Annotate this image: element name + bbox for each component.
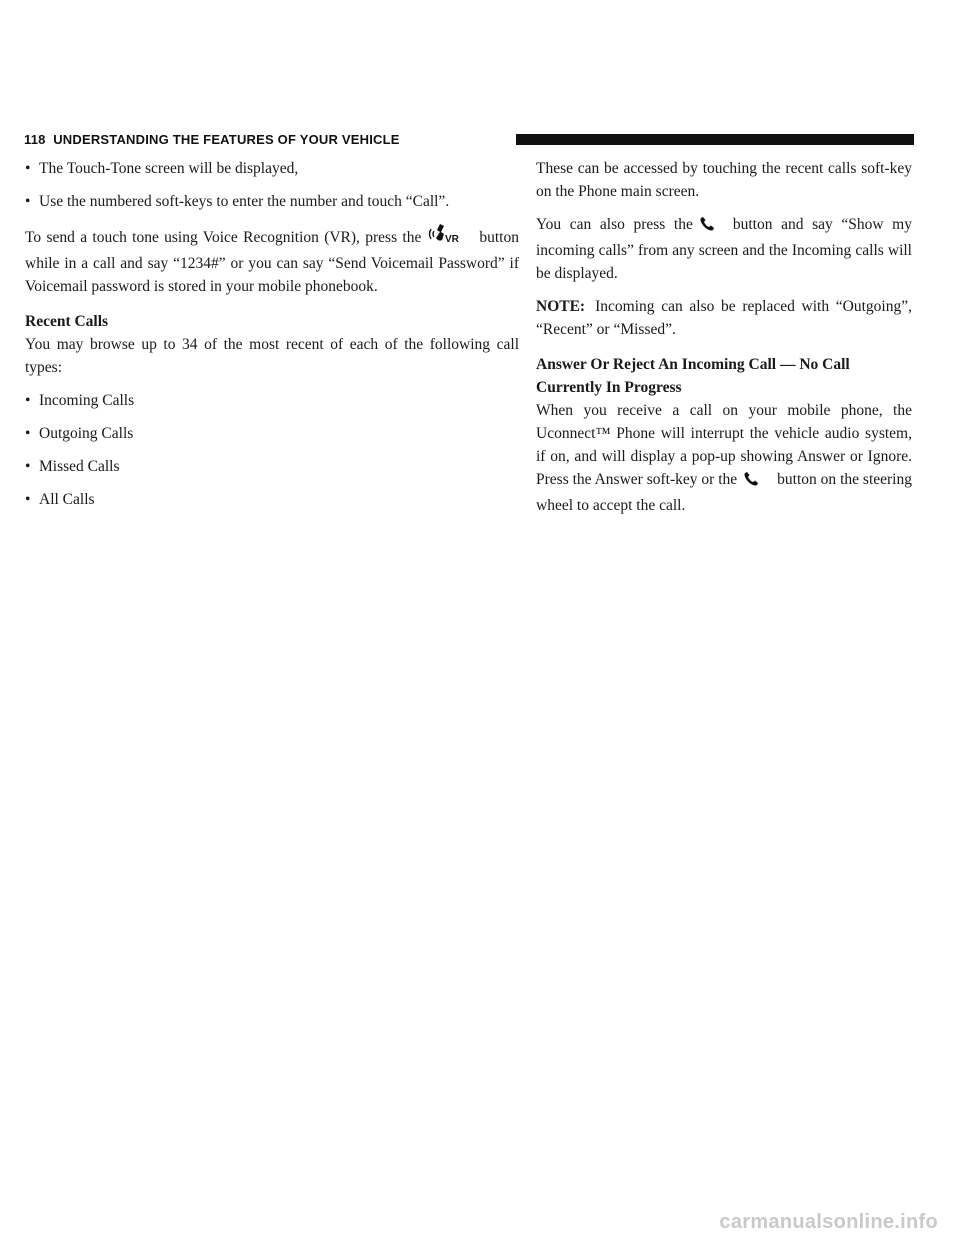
answer-heading: Answer Or Reject An Incoming Call — No Call Currently In Progress [536, 356, 850, 396]
page-number: 118 [24, 132, 46, 147]
vr-paragraph: To send a touch tone using Voice Recognition (VR), press the VR button while in a call and say “1234#” or you can say “Send Voicemail Password” if Voicemail password is stored in your mobile phonebook. [25, 223, 519, 298]
list-item: • Incoming Calls [25, 392, 135, 409]
list-item: • Outgoing Calls [25, 425, 134, 442]
press-paragraph: You can also press the button and say “Show my incoming calls” from any screen and the Incoming calls will be displayed. [536, 216, 912, 282]
left-column [25, 157, 519, 521]
recent-calls-heading: Recent Calls [25, 313, 109, 330]
recent-intro: You may browse up to 34 of the most recent of each of the following call types: [25, 336, 519, 376]
list-item: • All Calls [25, 491, 95, 508]
section-title: UNDERSTANDING THE FEATURES OF YOUR VEHICLE [53, 132, 400, 147]
answer-paragraph: When you receive a call on your mobile phone, the Uconnect™ Phone will interrupt the vehicle audio system, if on, and will display a pop-up showing Answer or Ignore. Press the Answer soft-key or the button on the steering wheel to accept the call. [536, 402, 912, 514]
watermark: carmanualsonline.info [719, 1211, 938, 1233]
phone-handset-icon [699, 216, 715, 239]
list-item: • The Touch-Tone screen will be displayed, [25, 160, 299, 177]
svg-text:VR: VR [445, 234, 460, 245]
phone-handset-icon [743, 471, 759, 494]
page-header-text [24, 131, 400, 149]
right-column [536, 157, 912, 527]
header-rule [516, 134, 914, 145]
list-item: • Use the numbered soft-keys to enter the number and touch “Call”. [25, 193, 450, 210]
note-paragraph: NOTE: Incoming can also be replaced with “Outgoing”, “Recent” or “Missed”. [536, 298, 912, 338]
page-header [24, 131, 914, 149]
access-paragraph: These can be accessed by touching the recent calls soft-key on the Phone main screen. [536, 160, 912, 200]
list-item: • Missed Calls [25, 458, 120, 475]
vr-voice-icon [427, 223, 461, 252]
note-label: NOTE: [536, 298, 586, 315]
